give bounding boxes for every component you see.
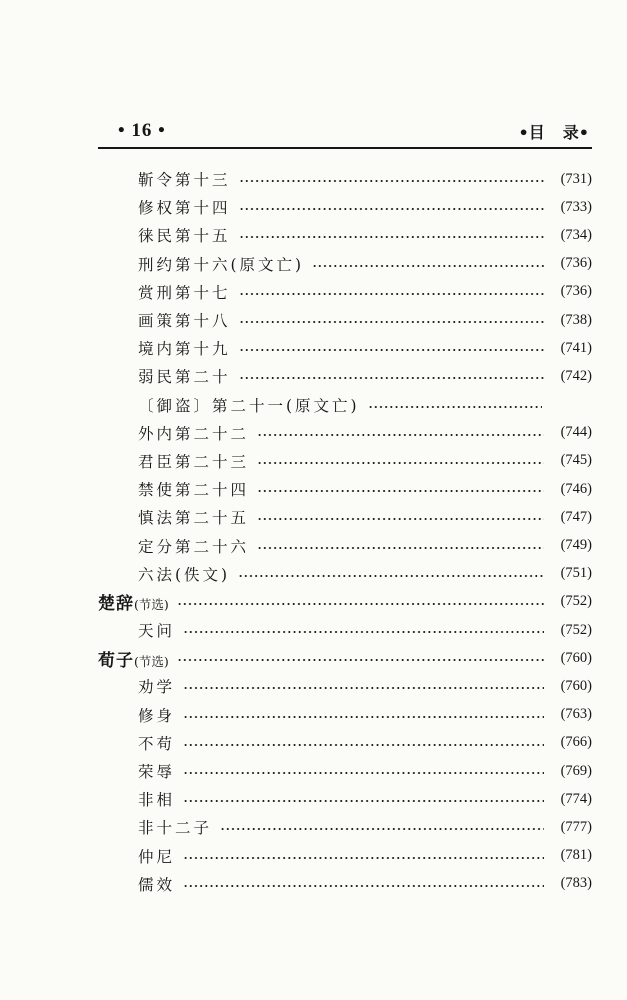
toc-entry[interactable] [98, 475, 592, 503]
toc-entry[interactable] [98, 701, 592, 729]
toc-entry-title: 儒效 [138, 875, 176, 894]
dot-leader [177, 659, 544, 661]
running-head [519, 120, 589, 143]
toc-entry-title: 慎法第二十五 [138, 509, 250, 528]
toc-entry-page: (745) [560, 452, 592, 469]
toc-entry-title: 定分第二十六 [138, 537, 250, 556]
toc-entry-title: 荣辱 [138, 763, 176, 782]
dot-leader [183, 716, 544, 718]
toc-entry-title: 天问 [138, 622, 176, 641]
toc-section-title [98, 646, 169, 671]
toc-entry[interactable] [98, 419, 592, 447]
toc-entry-title: 修身 [138, 706, 176, 725]
toc-entry-title: 弱民第二十 [138, 368, 231, 387]
toc-section[interactable] [98, 588, 592, 616]
running-head-part-1: •目 [518, 123, 545, 142]
toc-entry-title: 修权第十四 [138, 199, 231, 218]
toc-entry[interactable] [98, 560, 592, 588]
toc-entry[interactable] [98, 250, 592, 278]
toc-entry[interactable] [98, 193, 592, 221]
dot-leader [257, 434, 544, 436]
toc-entry-page: (783) [560, 875, 592, 892]
toc-entry[interactable] [98, 842, 592, 870]
toc-entry-page: (760) [560, 649, 592, 666]
toc-entry-page: (736) [560, 255, 592, 272]
toc-entry[interactable] [98, 757, 592, 785]
toc-section[interactable] [98, 644, 592, 672]
toc-entry-page: (766) [560, 734, 592, 751]
dot-leader [257, 547, 544, 549]
page-number: • 16 • [118, 120, 166, 141]
dot-leader [239, 377, 544, 379]
toc-entry-title: 刑约第十六(原文亡) [138, 255, 305, 274]
dot-leader [239, 180, 544, 182]
toc-entry-page: (741) [560, 339, 592, 356]
dot-leader [183, 631, 544, 633]
toc-entry[interactable] [98, 221, 592, 249]
toc-entry-title: 〔御盗〕第二十一(原文亡) [138, 396, 360, 415]
dot-leader [239, 208, 544, 210]
dot-leader [183, 857, 544, 859]
toc-entry[interactable] [98, 447, 592, 475]
section-name: 楚辞 [98, 594, 134, 615]
dot-leader [239, 236, 544, 238]
dot-leader [257, 518, 544, 520]
dot-leader [183, 687, 544, 689]
toc-entry[interactable] [98, 870, 592, 898]
toc-entry-page: (774) [560, 790, 592, 807]
toc-entry-page: (738) [560, 311, 592, 328]
toc-section-title [98, 589, 169, 614]
dot-leader [239, 349, 544, 351]
toc-entry[interactable] [98, 785, 592, 813]
toc-entry[interactable] [98, 391, 592, 419]
toc-entry-page: (760) [560, 677, 592, 694]
toc-entry[interactable] [98, 334, 592, 362]
dot-leader [239, 321, 544, 323]
dot-leader [368, 406, 542, 408]
toc-entry-page: (734) [560, 226, 592, 243]
toc-entry-title: 六法(佚文) [138, 565, 231, 584]
toc-entry-title: 非相 [138, 791, 176, 810]
dot-leader [312, 265, 544, 267]
toc-entry-page: (749) [560, 537, 592, 554]
dot-leader [183, 744, 544, 746]
toc-entry-page: (742) [560, 367, 592, 384]
dot-leader [183, 772, 544, 774]
toc-entry[interactable] [98, 362, 592, 390]
toc-entry-title: 仲尼 [138, 847, 176, 866]
toc-entry-page: (777) [560, 818, 592, 835]
dot-leader [238, 575, 544, 577]
toc-entry-page: (731) [560, 170, 592, 187]
toc-entry-title: 外内第二十二 [138, 424, 250, 443]
toc-entry-title: 靳令第十三 [138, 171, 231, 190]
header-rule [98, 147, 592, 149]
dot-leader [183, 885, 544, 887]
toc-entry-title: 境内第十九 [138, 340, 231, 359]
toc-entry[interactable] [98, 729, 592, 757]
toc-entry-page: (747) [560, 508, 592, 525]
toc-entry[interactable] [98, 531, 592, 559]
toc-entry-page: (733) [560, 198, 592, 215]
dot-leader [257, 490, 544, 492]
dot-leader [220, 828, 544, 830]
dot-leader [177, 603, 544, 605]
dot-leader [183, 800, 544, 802]
toc-entry-page: (751) [560, 565, 592, 582]
toc-entry-page: (752) [560, 621, 592, 638]
toc-entry-title: 禁使第二十四 [138, 481, 250, 500]
dot-leader [257, 462, 544, 464]
toc-entry[interactable] [98, 616, 592, 644]
toc-entry-page: (746) [560, 480, 592, 497]
section-note: (节选) [134, 653, 169, 669]
toc-entry-page: (744) [560, 424, 592, 441]
toc-entry-page: (781) [560, 847, 592, 864]
toc-entry[interactable] [98, 813, 592, 841]
toc-entry-title: 不苟 [138, 734, 176, 753]
toc-entry[interactable] [98, 165, 592, 193]
toc-entry-title: 徕民第十五 [138, 227, 231, 246]
toc-entry-title: 劝学 [138, 678, 176, 697]
section-note: (节选) [134, 597, 169, 613]
dot-leader [239, 293, 544, 295]
toc-entry-title: 非十二子 [138, 819, 213, 838]
toc-entry[interactable] [98, 672, 592, 700]
toc-entry-page: (736) [560, 283, 592, 300]
toc-entry[interactable] [98, 503, 592, 531]
toc-entry[interactable] [98, 306, 592, 334]
toc-entry-title: 赏刑第十七 [138, 283, 231, 302]
toc-entry-page: (752) [560, 593, 592, 610]
toc-entry-title: 画策第十八 [138, 312, 231, 331]
running-head-part-2: 录• [562, 123, 589, 142]
table-of-contents [98, 165, 592, 898]
toc-entry-page: (763) [560, 706, 592, 723]
section-name: 荀子 [98, 650, 134, 671]
toc-entry[interactable] [98, 278, 592, 306]
toc-entry-title: 君臣第二十三 [138, 452, 250, 471]
toc-entry-page: (769) [560, 762, 592, 779]
